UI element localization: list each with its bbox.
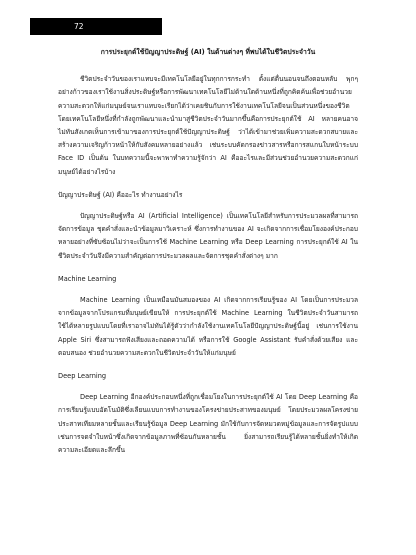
section-heading-deep-learning: Deep Learning [58,372,107,381]
page-content [58,46,358,461]
page-number: 72 [74,22,84,31]
intro-paragraph: ชีวิตประจำวันของเราแทบจะมีเทคโนโลยีอยู่ในทุกการกระทำ ตั้งแต่ตื่นนอนจนถึงตอนหลับ พุกๆ อย่างก้าวของเราใช้งานสิ่งประดิษฐ์หรือการพัฒนาเทคโนโลยีไม่ด้านใดด้านหนึ่งที่ถูกคิดค้นเพื่อช่วยอำนวยความสะดวกให้แก่มนุษย์จนเราแทบจะเรียกได้ว่าเคยชินกับการใช้งานเทคโนโลยีจนเป็นส่วนหนึ่งของชีวิต โดยเทคโนโลยีหนึ่งที่กำลังถูกพัฒนาและนำมาสู่ชีวิตประจำวันมากขึ้นคือการประยุกต์ใช้ AI หลายคนอาจไม่ทันสังเกตเห็นการเข้ามาของการประยุกต์ใช้ปัญญาประดิษฐ์ ว่าได้เข้ามาช่วยเพิ่มความสะดวกสบายและสร้างความเจริญก้าวหน้าให้กับสังคมหลายอย่างแล้ว เช่นระบบคัดกรองข่าวสารหรือการสแกนใบหน้าระบบ Face ID เป็นต้น ในบทความนี้จะพาพาทำความรู้จักว่า AI คืออะไรและมีส่วนช่วยอำนวยความสะดวกแก่มนุษย์ได้อย่างไรบ้าง [58,75,358,176]
page-number-bar [30,18,162,35]
section-heading-machine-learning: Machine Learning [58,274,117,283]
page-title: การประยุกต์ใช้ปัญญาประดิษฐ์ (AI) ในด้านต่างๆ ที่พบได้ในชีวิตประจำวัน [100,48,316,56]
section-body-machine-learning: Machine Learning เป็นเหมือนมันสมองของ AI เกิดจากการเรียนรู้ของ AI โดยเป็นการประมวลจากข้อมูลจากโปรแกรมที่มนุษย์เขียนให้ การประยุกต์ใช้ Machine Learning ในชีวิตประจำวันสามารถใช้ได้หลายรูปแบบโดยที่เราอาจไม่ทันได้รู้ตัวว่ากำลังใช้งานเทคโนโลยีปัญญาประดิษฐ์นี้อยู่ เช่นการใช้งาน Apple Siri ซึ่งสามารถฟังเสียงและถอดความได้ หรือการใช้ Google Assistant รับคำสั่งด้วยเสียง และตอบสนอง ช่วยอำนวยความสะดวกในชีวิตประจำวันให้แก่มนุษย์ [58,296,358,357]
section-body-ai: ปัญญาประดิษฐ์หรือ AI (Artificial Intelligence) เป็นเทคโนโลยีสำหรับการประมวลผลที่สามารถจัดการข้อมูล ชุดคำสั่งและนำข้อมูลมาวิเคราะห์ ซึ่งการทำงานของ AI จะเกิดจากการเชื่อมโยงองค์ประกอบหลายอย่างที่ซับซ้อนไม่ว่าจะเป็นการใช้ Machine Learning หรือ Deep Learning การประยุกต์ใช้ AI ในชีวิตประจำวันจึงมีความสำคัญต่อการประมวลผลและจัดการชุดคำสั่งต่างๆ มาก [58,212,358,260]
section-body-deep-learning: Deep Learning อีกองค์ประกอบหนึ่งที่ถูกเชื่อมโยงในการประยุกต์ใช้ AI โดย Deep Learning คือการเรียนรู้แบบอัตโนมัติซึ่งเลียนแบบการทำงานของโครงข่ายประสาทของมนุษย์ โดยประมวลผลโครงข่ายประสาทเทียมหลายชั้นและเรียนรู้ข้อมูล Deep Learning มักใช้กับการจัดหมวดหมู่ข้อมูลและการจัดรูปแบบ เช่นการจดจำใบหน้าซึ่งเกิดจากข้อมูลภาพที่ซ้อนกันหลายชั้น ยิ่งสามารถเรียนรู้ได้หลายชั้นยิ่งทำให้เกิดความละเอียดและลึกขึ้น [58,393,358,455]
section-heading-ai: ปัญญาประดิษฐ์ (AI) คืออะไร ทำงานอย่างไร [58,190,183,199]
